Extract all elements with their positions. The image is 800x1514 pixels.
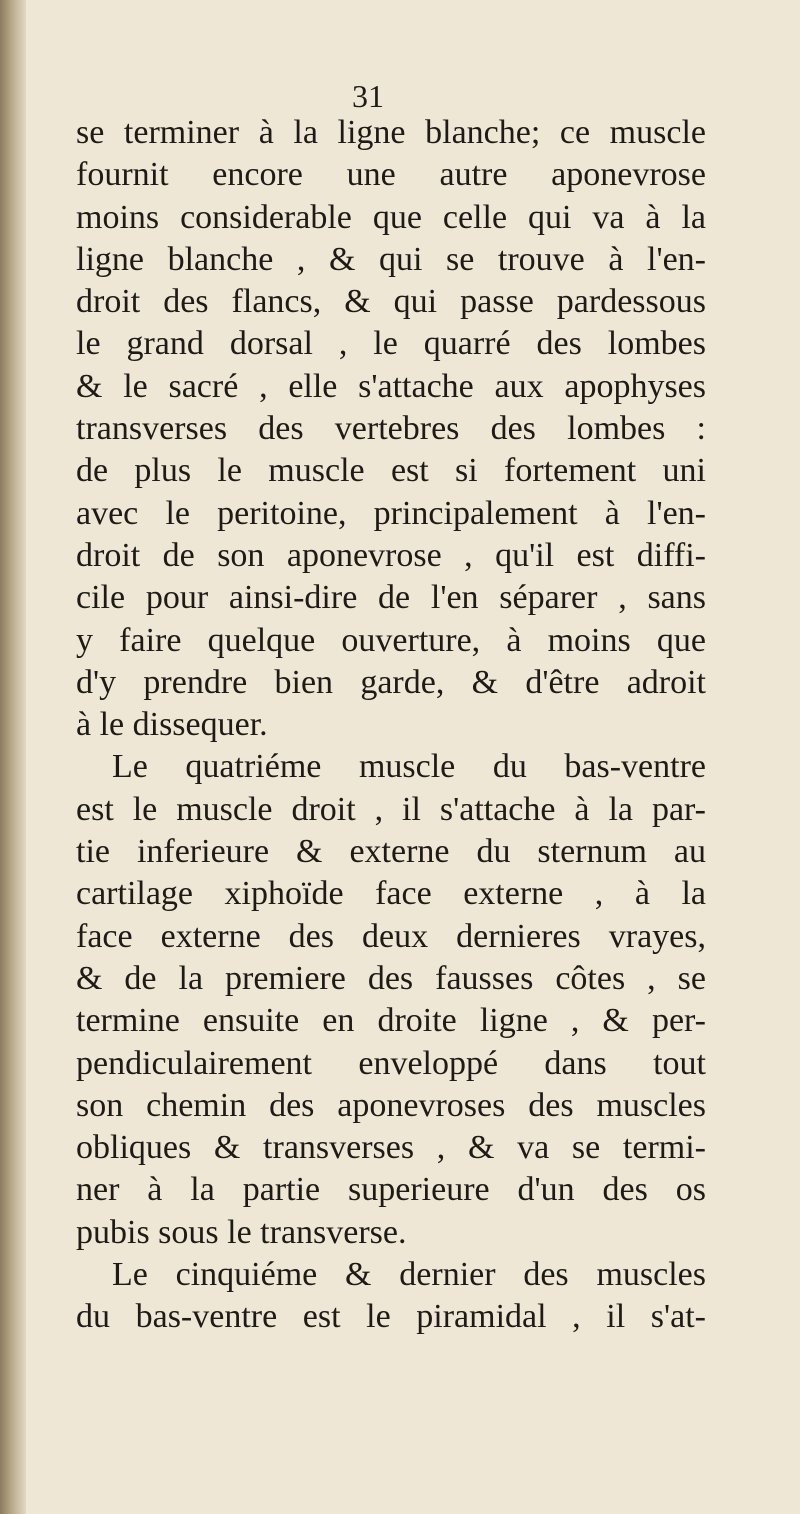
text-line: se terminer à la ligne blanche; ce muscle bbox=[76, 114, 706, 151]
text-line: ligne blanche , & qui se trouve à l'en- bbox=[76, 240, 706, 278]
text-line: d'y prendre bien garde, & d'être adroit bbox=[76, 663, 706, 701]
text-line: du bas-ventre est le piramidal , il s'at- bbox=[76, 1298, 706, 1336]
text-line: est le muscle droit , il s'attache à la par- bbox=[76, 790, 706, 828]
page-binding-edge bbox=[0, 0, 26, 1514]
text-line: Le cinquiéme & dernier des muscles bbox=[112, 1256, 706, 1294]
text-line: obliques & transverses , & va se termi- bbox=[76, 1129, 706, 1167]
text-line: le grand dorsal , le quarré des lombes bbox=[76, 325, 706, 363]
text-line: cile pour ainsi-dire de l'en séparer , sans bbox=[76, 579, 706, 617]
text-line: & le sacré , elle s'attache aux apophyses bbox=[76, 367, 706, 405]
text-line: avec le peritoine, principalement à l'en- bbox=[76, 494, 706, 532]
text-line: moins considerable que celle qui va à la bbox=[76, 198, 706, 236]
text-line: Le quatriéme muscle du bas-ventre bbox=[112, 748, 706, 786]
text-line: pendiculairement enveloppé dans tout bbox=[76, 1044, 706, 1082]
text-line: tie inferieure & externe du sternum au bbox=[76, 833, 706, 871]
text-line: de plus le muscle est si fortement uni bbox=[76, 452, 706, 490]
text-line: & de la premiere des fausses côtes , se bbox=[76, 959, 706, 997]
body-text bbox=[76, 112, 706, 1339]
text-line: droit des flancs, & qui passe pardessous bbox=[76, 283, 706, 321]
text-line: face externe des deux dernieres vrayes, bbox=[76, 917, 706, 955]
text-line: ner à la partie superieure d'un des os bbox=[76, 1171, 706, 1209]
text-line: à le dissequer. bbox=[76, 706, 268, 744]
text-line: y faire quelque ouverture, à moins que bbox=[76, 621, 706, 659]
page-number: 31 bbox=[352, 78, 384, 114]
text-line: transverses des vertebres des lombes : bbox=[76, 410, 706, 448]
text-line: termine ensuite en droite ligne , & per- bbox=[76, 1002, 706, 1040]
text-line: pubis sous le transverse. bbox=[76, 1213, 407, 1251]
text-line: droit de son aponevrose , qu'il est diffi- bbox=[76, 536, 706, 574]
text-line: cartilage xiphoïde face externe , à la bbox=[76, 875, 706, 913]
text-line: fournit encore une autre aponevrose bbox=[76, 156, 706, 194]
text-line: son chemin des aponevroses des muscles bbox=[76, 1086, 706, 1124]
